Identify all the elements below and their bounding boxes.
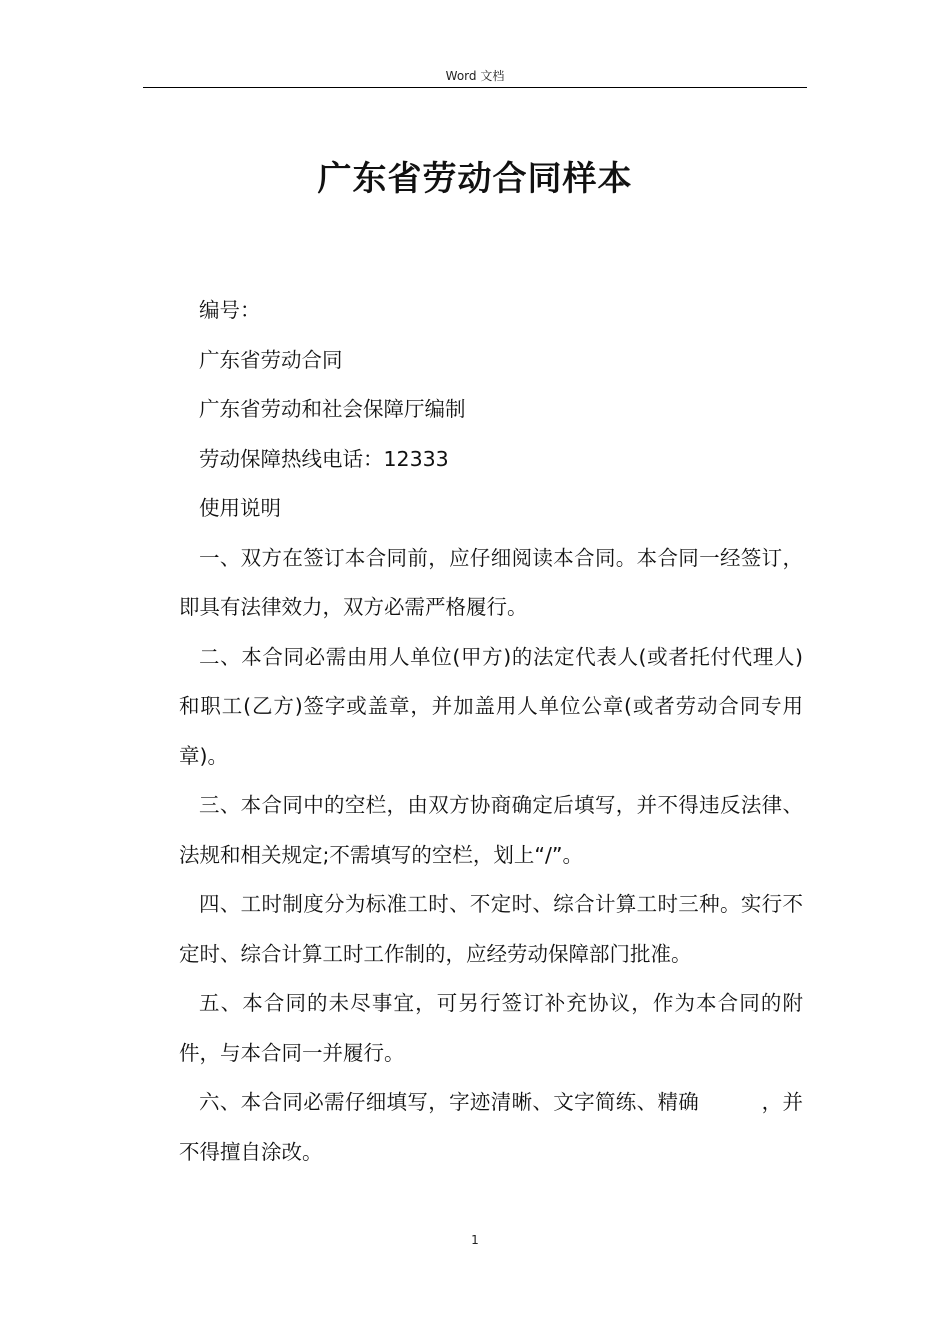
paragraph-item-2: 二、本合同必需由用人单位(甲方)的法定代表人(或者托付代理人)和职工(乙方)签字或盖章，并加盖用人单位公章(或者劳动合同专用章)。 bbox=[179, 644, 803, 768]
paragraph-item-6: 六、本合同必需仔细填写，字迹清晰、文字简练、精确 ，并不得擅自涂改。 bbox=[179, 1090, 803, 1164]
paragraph-hotline: 劳动保障热线电话：12333 bbox=[199, 446, 449, 471]
paragraph-item-3: 三、本合同中的空栏，由双方协商确定后填写，并不得违反法律、法规和相关规定;不需填写的空栏，划上“/”。 bbox=[179, 793, 803, 867]
paragraph-contract-name: 广东省劳动合同 bbox=[199, 347, 343, 372]
paragraph-usage-heading: 使用说明 bbox=[199, 496, 281, 520]
page-number: 1 bbox=[471, 1233, 479, 1247]
paragraph-item-1: 一、双方在签订本合同前，应仔细阅读本合同。本合同一经签订，即具有法律效力，双方必需严格履行。 bbox=[179, 545, 803, 619]
paragraph-serial-number: 编号： bbox=[199, 298, 261, 322]
paragraph-issuer: 广东省劳动和社会保障厅编制 bbox=[199, 397, 466, 421]
header-divider bbox=[143, 87, 807, 88]
paragraph-item-5: 五、本合同的未尽事宜，可另行签订补充协议，作为本合同的附件，与本合同一并履行。 bbox=[179, 991, 803, 1065]
paragraph-item-4: 四、工时制度分为标准工时、不定时、综合计算工时三种。实行不定时、综合计算工时工作制的，应经劳动保障部门批准。 bbox=[179, 892, 803, 966]
document-title: 广东省劳动合同样本 bbox=[317, 159, 633, 199]
page-header-text: Word 文档 bbox=[445, 69, 505, 83]
document-body bbox=[179, 286, 803, 1177]
